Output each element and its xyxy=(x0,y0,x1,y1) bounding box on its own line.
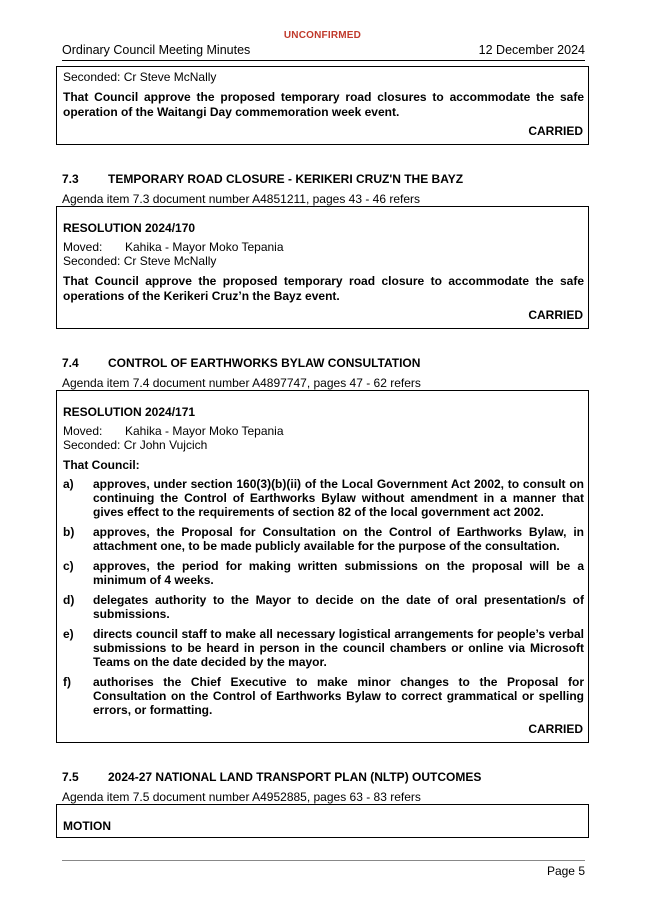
list-item xyxy=(63,477,584,519)
seconded-line: Seconded: Cr Steve McNally xyxy=(63,254,217,268)
agenda-reference: Agenda item 7.5 document number A4952885, pages 63 - 83 refers xyxy=(62,790,421,804)
section-number: 7.3 xyxy=(62,172,79,186)
carried-label: CARRIED xyxy=(528,308,583,322)
section-heading-7-5 xyxy=(62,770,481,784)
resolution-text: That Council approve the proposed temporary road closure to accommodate the safe operations of the Kerikeri Cruz’n the Bayz event. xyxy=(63,274,584,303)
agenda-reference: Agenda item 7.3 document number A4851211, pages 43 - 46 refers xyxy=(62,192,421,206)
item-text: approves, the period for making written submissions on the proposal will be a minimum of 4 weeks. xyxy=(93,559,584,587)
item-letter: f) xyxy=(63,675,71,689)
moved-label: Moved: xyxy=(63,240,103,254)
resolution-number: RESOLUTION 2024/170 xyxy=(63,221,196,235)
motion-label: MOTION xyxy=(63,819,111,833)
section-title: CONTROL OF EARTHWORKS BYLAW CONSULTATION xyxy=(108,356,421,370)
section-number: 7.4 xyxy=(62,356,79,370)
resolution-intro: That Council: xyxy=(63,458,140,472)
page-header xyxy=(62,43,585,59)
agenda-reference: Agenda item 7.4 document number A4897747, pages 47 - 62 refers xyxy=(62,376,421,390)
section-heading-7-3 xyxy=(62,172,463,186)
moved-by: Kahika - Mayor Moko Tepania xyxy=(125,424,284,438)
header-divider xyxy=(62,60,585,61)
item-letter: e) xyxy=(63,627,74,641)
moved-label: Moved: xyxy=(63,424,103,438)
item-text: approves, the Proposal for Consultation on the Control of Earthworks Bylaw, in attachment one, to be made publicly available for the purpose of the consultation. xyxy=(93,525,584,553)
section-heading-7-4 xyxy=(62,356,420,370)
footer-divider xyxy=(62,860,585,861)
item-text: directs council staff to make all necessary logistical arrangements for people’s verbal submissions to be heard in person in the council chambers or online via Microsoft Teams on the date decided by the mayor. xyxy=(93,627,584,669)
item-text: authorises the Chief Executive to make minor changes to the Proposal for Consultation on the Control of Earthworks Bylaw to correct grammatical or spelling errors, or formatting. xyxy=(93,675,584,717)
list-item xyxy=(63,675,584,717)
section-title: 2024-27 NATIONAL LAND TRANSPORT PLAN (NLTP) OUTCOMES xyxy=(108,770,482,784)
resolution-number: RESOLUTION 2024/171 xyxy=(63,405,196,419)
unconfirmed-label: UNCONFIRMED xyxy=(283,30,362,41)
meeting-date: 12 December 2024 xyxy=(478,43,585,57)
item-text: delegates authority to the Mayor to decide on the date of oral presentation/s of submissions. xyxy=(93,593,584,621)
resolution-box-continued xyxy=(56,66,589,145)
moved-line xyxy=(63,424,284,438)
section-title: TEMPORARY ROAD CLOSURE - KERIKERI CRUZ'N THE BAYZ xyxy=(108,172,464,186)
resolution-box-7-4 xyxy=(56,390,589,743)
item-text: approves, under section 160(3)(b)(ii) of the Local Government Act 2002, to consult on continuing the Control of Earthworks Bylaw without amendment in a manner that gives effect to the requirements of section 82 of the local government act 2002. xyxy=(93,477,584,519)
list-item xyxy=(63,593,584,621)
motion-box-7-5 xyxy=(56,804,589,838)
item-letter: c) xyxy=(63,559,74,573)
moved-line xyxy=(63,240,284,254)
item-letter: a) xyxy=(63,477,74,491)
carried-label: CARRIED xyxy=(528,124,583,138)
resolution-box-7-3 xyxy=(56,206,589,329)
seconded-line: Seconded: Cr John Vujcich xyxy=(63,438,208,452)
document-title: Ordinary Council Meeting Minutes xyxy=(62,43,251,57)
resolution-text: That Council approve the proposed temporary road closures to accommodate the safe operation of the Waitangi Day commemoration week event. xyxy=(63,90,584,119)
section-number: 7.5 xyxy=(62,770,79,784)
item-letter: b) xyxy=(63,525,75,539)
list-item xyxy=(63,525,584,553)
carried-label: CARRIED xyxy=(528,722,583,736)
item-letter: d) xyxy=(63,593,75,607)
list-item xyxy=(63,627,584,669)
seconded-line: Seconded: Cr Steve McNally xyxy=(63,70,217,84)
list-item xyxy=(63,559,584,587)
moved-by: Kahika - Mayor Moko Tepania xyxy=(125,240,284,254)
page-number: Page 5 xyxy=(546,864,585,878)
